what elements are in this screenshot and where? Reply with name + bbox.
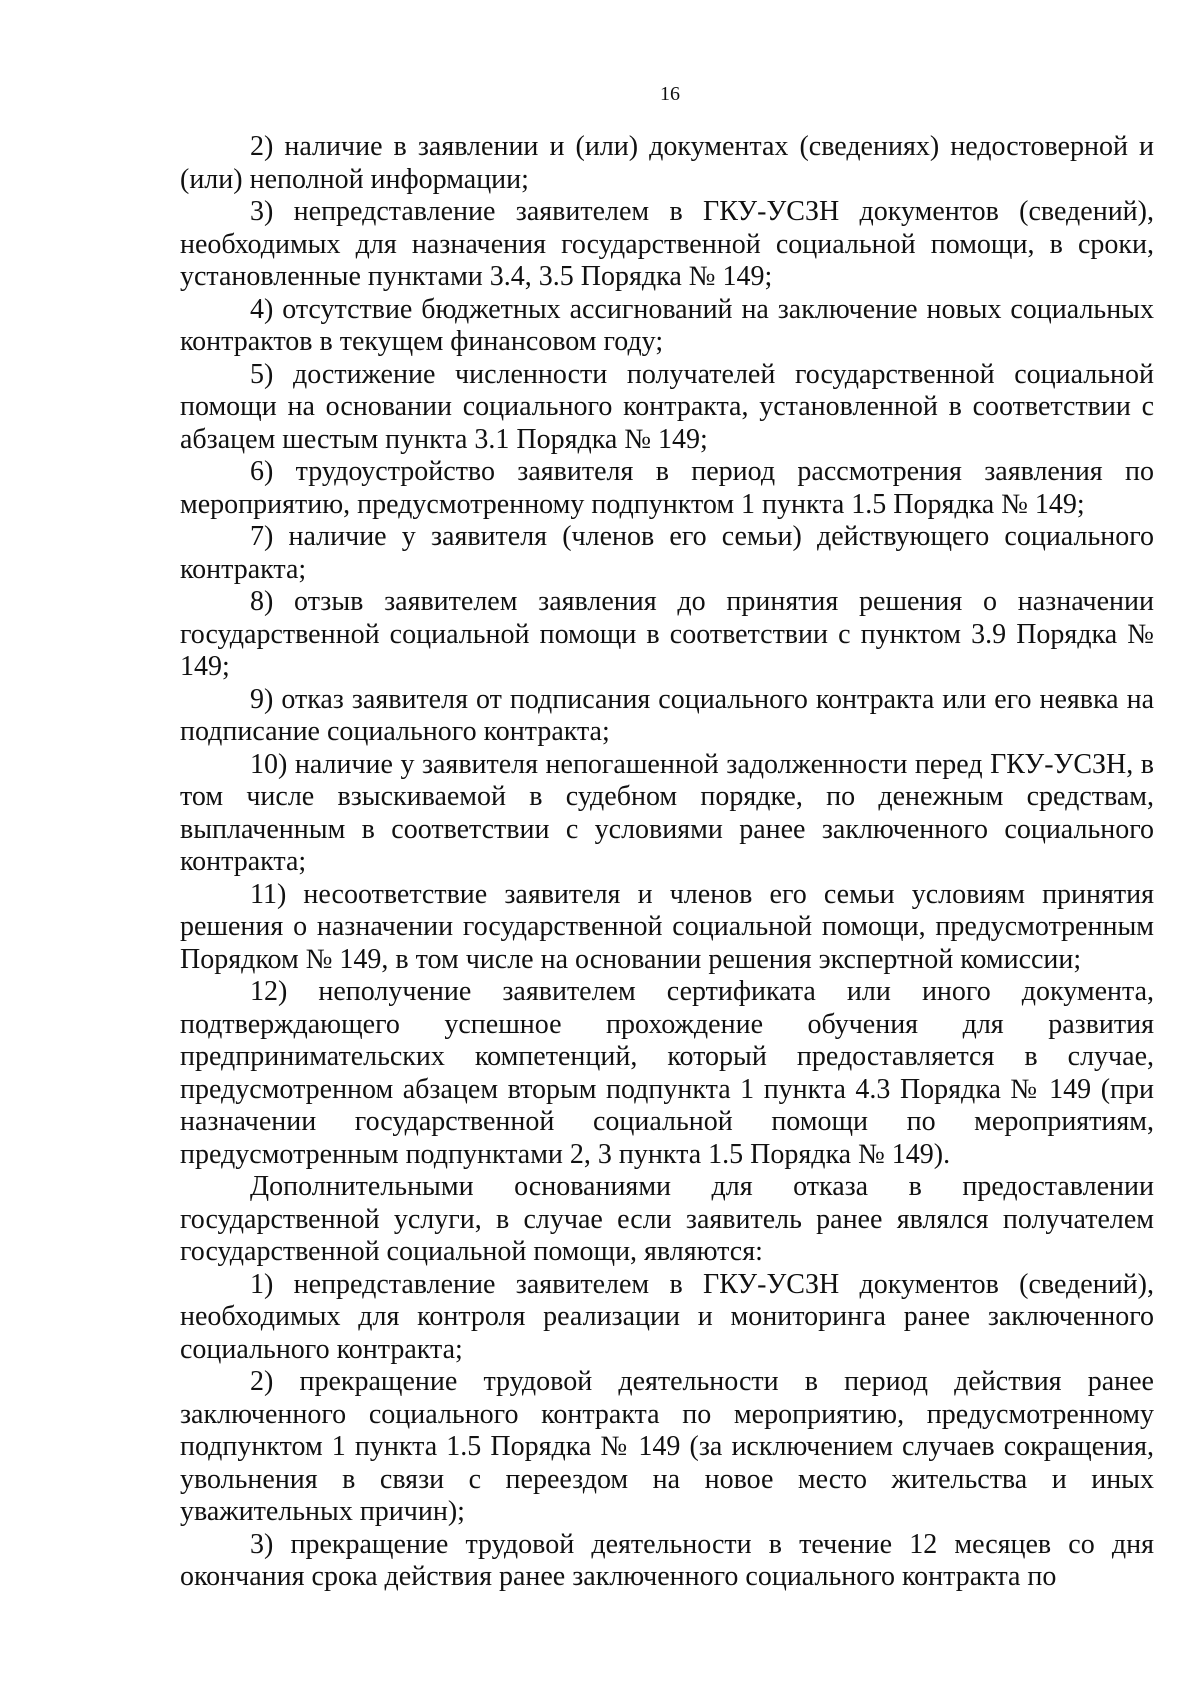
- document-body: [180, 131, 1154, 1594]
- paragraph-item-7: 7) наличие у заявителя (членов его семьи) действующего социального контракта;: [180, 521, 1154, 585]
- paragraph-item-8: 8) отзыв заявителем заявления до принятия решения о назначении государственной социальной помощи в соответствии с пунктом 3.9 Порядка № 149;: [180, 586, 1154, 682]
- paragraph-additional-1: 1) непредставление заявителем в ГКУ-УСЗН документов (сведений), необходимых для контроля реализации и мониторинга ранее заключенного социального контракта;: [180, 1268, 1154, 1365]
- paragraph-item-5: 5) достижение численности получателей государственной социальной помощи на основании социального контракта, установленной в соответствии с абзацем шестым пункта 3.1 Порядка № 149;: [180, 358, 1154, 455]
- paragraph-additional-grounds: Дополнительными основаниями для отказа в предоставлении государственной услуги, в случае если заявитель ранее являлся получателем государственной социальной помощи, являются:: [180, 1171, 1154, 1267]
- paragraph-item-12: 12) неполучение заявителем сертификата или иного документа, подтверждающего успешное прохождение обучения для развития предпринимательских компетенций, который предоставляется в случае, предусмотренном абзацем вторым подпункта 1 пункта 4.3 Порядка № 149 (при назначении государственной социальной помощи по мероприятиям, предусмотренным подпунктами 2, 3 пункта 1.5 Порядка № 149).: [180, 976, 1154, 1170]
- paragraph-additional-3: 3) прекращение трудовой деятельности в течение 12 месяцев со дня окончания срока действия ранее заключенного социального контракта по: [180, 1528, 1154, 1592]
- page-number: 16: [660, 83, 680, 105]
- paragraph-item-11: 11) несоответствие заявителя и членов его семьи условиям принятия решения о назначении государственной социальной помощи, предусмотренным Порядком № 149, в том числе на основании решения экспертной комиссии;: [180, 878, 1154, 975]
- paragraph-item-9: 9) отказ заявителя от подписания социального контракта или его неявка на подписание социального контракта;: [180, 683, 1154, 747]
- paragraph-item-4: 4) отсутствие бюджетных ассигнований на заключение новых социальных контрактов в текущем финансовом году;: [180, 293, 1154, 357]
- paragraph-item-2: 2) наличие в заявлении и (или) документах (сведениях) недостоверной и (или) неполной информации;: [180, 131, 1154, 195]
- paragraph-item-6: 6) трудоустройство заявителя в период рассмотрения заявления по мероприятию, предусмотренному подпунктом 1 пункта 1.5 Порядка № 149;: [180, 456, 1154, 520]
- paragraph-item-3: 3) непредставление заявителем в ГКУ-УСЗН документов (сведений), необходимых для назначения государственной социальной помощи, в сроки, установленные пунктами 3.4, 3.5 Порядка № 149;: [180, 196, 1154, 292]
- paragraph-additional-2: 2) прекращение трудовой деятельности в период действия ранее заключенного социального контракта по мероприятию, предусмотренному подпунктом 1 пункта 1.5 Порядка № 149 (за исключением случаев сокращения, увольнения в связи с переездом на новое место жительства и иных уважительных причин);: [180, 1366, 1154, 1527]
- paragraph-item-10: 10) наличие у заявителя непогашенной задолженности перед ГКУ-УСЗН, в том числе взыскиваемой в судебном порядке, по денежным средствам, выплаченным в соответствии с условиями ранее заключенного социального контракта;: [180, 748, 1154, 877]
